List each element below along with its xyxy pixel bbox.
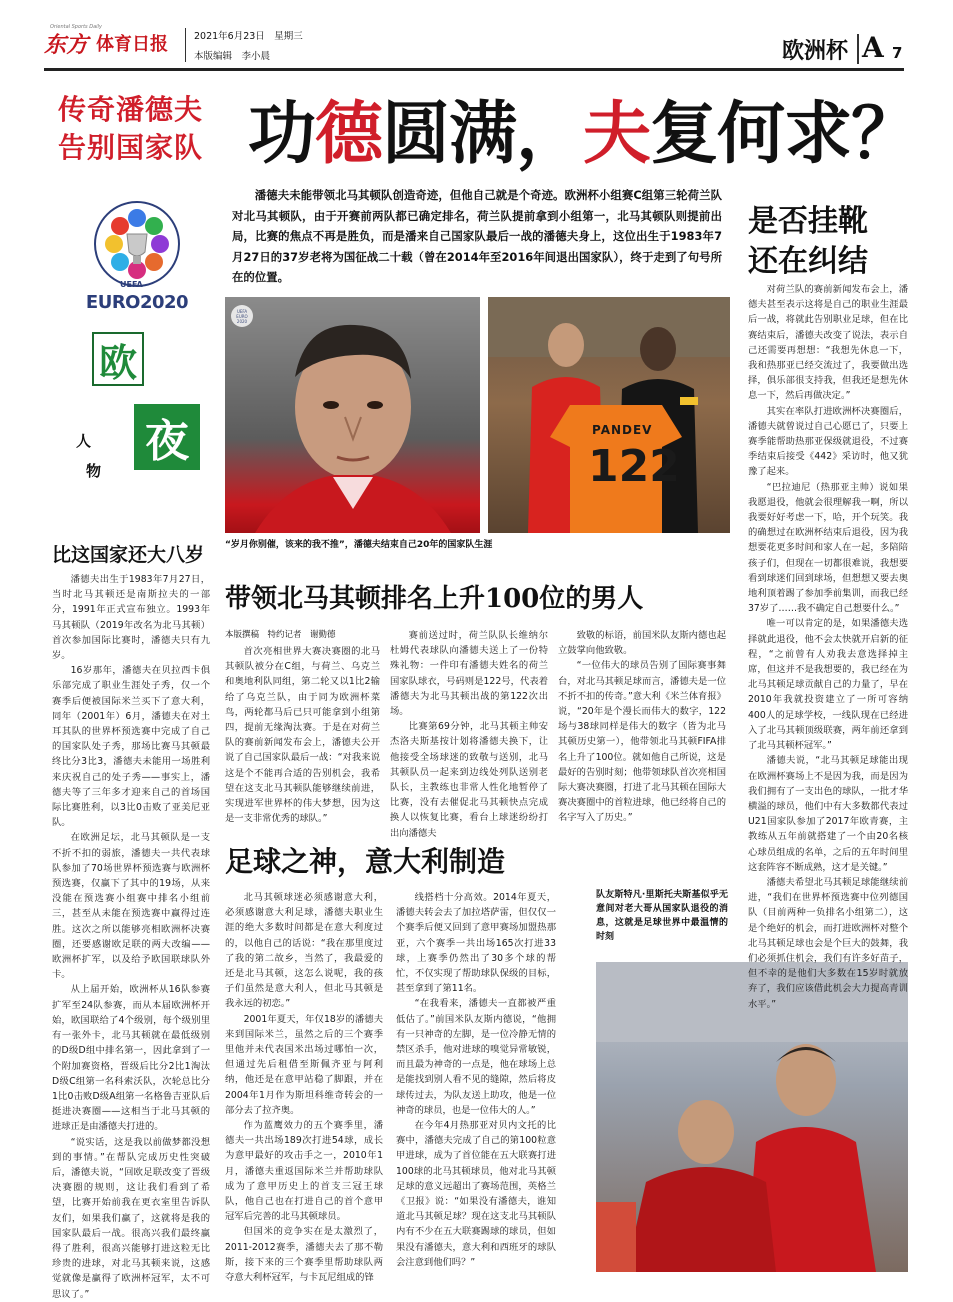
right-paragraph: 潘德夫希望北马其顿足球能继续前进，“我们在世界杯预选赛中位列德国队（目前两种一负排名小组第二），这是个绝好的机会，而打进欧洲杯对整个北马其顿足球也会是个巨大的鼓舞，我们必须抓住机会，我们有许多好苗子，但不幸的是他们大多数在15岁时就放弃了，我们应该借此机会大力提高青训水平。” <box>748 876 908 1010</box>
photo1-caption: “岁月你别催，该来的我不推”，潘德夫结束自己20年的国家队生涯 <box>225 540 493 550</box>
brand-name: 体育日报 <box>96 34 168 55</box>
bottom-paragraph: 2001年夏天，年仅18岁的潘德夫来到国际米兰，虽然之后的三个赛季里他并未代表国米出场过哪怕一次，但通过先后租借至斯佩齐亚与阿利纳，他还是在意甲站稳了脚跟，并在2004年1月作为斯坦科维奇转会的一部分去了拉齐奥。 <box>225 1013 383 1116</box>
brand-small: Oriental Sports Daily <box>50 24 102 30</box>
masthead <box>0 0 953 70</box>
jersey-scene <box>488 297 730 533</box>
page-editor: 本版编辑 李小晨 <box>194 51 271 62</box>
headline-part-1: 功 <box>248 94 316 174</box>
stamp-char-ye: 夜 <box>145 416 189 467</box>
column-stamp <box>76 332 222 482</box>
jersey-photo <box>488 297 730 533</box>
left-paragraph: 16岁那年，潘德夫在贝拉西卡俱乐部完成了职业生涯处子秀，仅一个赛季后便被国际米兰买下了意大利，同年（2001年）6月，潘德夫在对土耳其队的世界杯预选赛中完成了自己的国家队处子秀，那场比赛马其顿最终比分3比3，潘德夫未能用一场胜利来庆祝自己的处子秀——事实上，潘德夫等了三年多才迎来自己的首场国际比赛胜利，以3比0击败了亚美尼亚队。 <box>52 665 210 829</box>
mid-paragraph: 赛前送过时，荷兰队队长维纳尔杜姆代表球队向潘德夫送上了一份特殊礼物：一件印有潘德夫姓名的荷兰国家队球衣，号码则是122号，代表着潘德夫为北马其顿出战的第122次出场。 <box>390 630 548 718</box>
main-headline <box>248 80 918 177</box>
photo1-badge: UEFA EURO 2020 <box>231 305 253 327</box>
byline: 本版撰稿 特约记者 谢勤德 <box>225 630 336 640</box>
right-paragraph: 潘德夫说，“北马其顿足球能出现在欧洲杯赛场上不是因为我，而是因为我们拥有了一支出色的球队，一批才华横溢的球员，他们中有大多数都代表过U21国家队参加了2017年欧青赛，主教练从五年前就搭建了一个由20名核心球员组成的名单，之后的五年时间里这套阵容不断成熟，这才是关键。” <box>748 755 908 873</box>
right-paragraph: 唯一可以肯定的是，如果潘德夫选择就此退役，他不会太快就开启新的征程，“之前曾有人劝我去意选择掉主席，但这并不是我想要的，我已经在为北马其顿足球贡献自己的力量了，早在2010年我就投资建立了一所可容纳400人的足球学校，一线队现在已经进入了北马其顿顶级联赛，两年前还拿到了北马其顿杯冠军。” <box>748 618 908 752</box>
masthead-rule <box>44 68 904 71</box>
right-paragraph: 对荷兰队的赛前新闻发布会上，潘德夫甚至表示这将是自己的职业生涯最后一战，将就此告别职业足球，但在比赛结束后，潘德夫改变了说法，表示自己还需要再想想：“我想先休息一下，我和热那亚已经交流过了，我要做出选择，俱乐部很支持我，但我还是想先休息一下，然后再做决定。” <box>748 284 908 402</box>
left-column-text <box>52 572 210 1300</box>
issue-date: 2021年6月23日 星期三 <box>194 31 303 42</box>
left-paragraph: 在欧洲足坛，北马其顿队是一支不折不扣的弱旅，潘德夫一共代表球队参加了70场世界杯预选赛与欧洲杯预选赛，仅赢下了其中的19场，从来没能在预选赛小组赛中排名小组前三，甚至从未能在预选赛中赢得过连胜。这次之所以能够亮相欧洲杯决赛圈，还要感谢欧足联的两大改编——欧洲杯扩军，以及给予欧国联球队外卡。 <box>52 832 210 981</box>
headline-part-4: 夫 <box>583 94 651 174</box>
stamp-box-2 <box>134 404 200 470</box>
bottom-column-1 <box>225 890 383 1284</box>
left-section-title: 比这国家还大八岁 <box>52 544 205 566</box>
masthead-divider <box>185 28 186 62</box>
mid-paragraph: “一位伟大的球员告别了国际赛事舞台，对北马其顿足球而言，潘德夫是一位不折不扣的传奇。”意大利《米兰体育报》说，“20年是个漫长而伟大的数字，122场与38球同样是伟大的数字（皆为北马其顿历史第一），他带领北马其顿FIFA排名上升了100位。就如他自己所说，这是最好的告别时刻；他带领球队首次亮相国际大赛决赛圈，打进了北马其顿在国际大赛决赛圈中的首粒进球，他已经将自己的名字写入了历史。” <box>558 660 726 824</box>
right-section-title-1: 是否挂靴 <box>748 204 868 239</box>
right-paragraph: “巴拉迪尼（热那亚主帅）说如果我愿退役，他就会很理解我一啊，所以我要好好考虑一下，哈，开个玩笑。我的确想过在欧洲杯结束后退役，因为我想要花更多时间和家人在一起，多陪陪孩子们，但现在一切都很难说，我想要看到球迷们回到球场，但想想又要去奥地利顶着踢了参加季前集训，而我已经37岁了……我不确定自己想要什么。” <box>748 481 908 615</box>
photo3-caption: 队友斯特凡·里斯托夫斯基似乎无意间对老大哥从国家队退役的消息，这就是足球世界中最温情的时刻 <box>596 890 728 942</box>
left-paragraph: “说实话，这是我以前做梦都没想到的事情。”在帮队完成历史性突破后，潘德夫说，“回欧足联改变了晋级决赛圈的规则，这让我们看到了希望，比赛开始前我在更衣室里告诉队友们，如果我们赢了，这就将是我的国家队最后一战。很高兴我们最终赢得了胜利，很高兴能够打进这粒无比珍贵的进球，对北马其顿来说，这感觉就像是赢得了欧洲杯冠军，太不可思议了。” <box>52 1136 210 1300</box>
mid-paragraph: 比赛第69分钟，北马其顿主帅安杰洛夫斯基按计划将潘德夫换下，让他接受全场球迷的致敬与送别，北马其顿队员一起来到边线处列队送别老队长，主教练也非常人性化地暂停了比赛，没有去催促北马其顿快点完成换人以恢复比赛，看台上球迷纷纷打出向潘德夫 <box>390 721 548 839</box>
right-paragraph: 其实在率队打进欧洲杯决赛圈后，潘德夫就曾说过自己心愿已了，只要上赛季能帮助热那亚保级就退役，不过赛季结束后接受《442》采访时，他又犹豫了起来。 <box>748 405 908 478</box>
stamp-people-2: 物 <box>86 462 102 480</box>
mid-column-1 <box>225 644 380 824</box>
bottom-paragraph: “在我看来，潘德夫一直都被严重低估了。”前国米队友斯内德说，“他拥有一只神奇的左脚，是一位冷静无情的禁区杀手，他对进球的嗅觉异常敏锐，而且最为神奇的一点是，他在球场上总是能找到别人看不见的缝隙，然后将皮球传过去，为队友送上助攻，他是一位神奇的球员，也是一位伟大的人。” <box>396 998 556 1116</box>
stamp-box-1 <box>92 332 144 386</box>
left-paragraph: 从上届开始，欧洲杯从16队参赛扩军至24队参赛，而从本届欧洲杯开始，欧国联给了4个级别，每个级别里有一张外卡，北马其顿就在最低级别的D级D组中排名第一，因此拿到了一个附加赛资格，晋级后比分2比1淘汰D级C组第一名科索沃队，次轮总比分1比0击败D级A组第一名格鲁吉亚队后挺进决赛圈——这相当于北马其顿的进球正是由潘德夫打进的。 <box>52 984 210 1133</box>
section-name: 欧洲杯 <box>782 38 849 64</box>
kicker-line-2: 告别国家队 <box>58 131 204 164</box>
jersey-name: PANDEV <box>592 423 653 437</box>
bottom-paragraph: 作为蓝鹰效力的五个赛季里，潘德夫一共出场189次打进54球，成长为意甲最好的攻击手之一，2010年1月，潘德夫重返国际米兰并帮助球队成为了意甲历史上的首支三冠王球队，他自己也在打进自己的首个意甲冠军后完善的北马其顿球员。 <box>225 1120 383 1223</box>
euro-label: EURO2020 <box>85 292 189 313</box>
bottom-paragraph: 但国米的竞争实在是太激烈了，2011-2012赛季，潘德夫去了那不勒斯，接下来的三个赛季里帮助球队两夺意大利杯冠军，与卡瓦尼组成的锋 <box>225 1226 383 1284</box>
jersey-number: 122 <box>588 441 680 492</box>
section-divider <box>857 34 859 64</box>
uefa-label: UEFA <box>120 280 143 289</box>
subhead-1: 带领北马其顿排名上升100位的男人 <box>225 584 644 614</box>
euro-logo <box>62 196 212 326</box>
bottom-column-2 <box>396 890 556 1272</box>
stamp-people-1: 人 <box>76 432 92 450</box>
headline-part-2: 德 <box>315 94 383 174</box>
mid-paragraph: 首次亮相世界大赛决赛圈的北马其顿队被分在C组，与荷兰、乌克兰和奥地利队同组，第二轮又以1比2输给了乌克兰队，由于同为欧洲杯菜鸟，两轮都马后已只可能拿到小组第四，提前无缘淘汰赛。于是在对荷兰队的赛前新闻发布会上，潘德夫公开说了自己国家队最后一战：“对我来说这是个不能再合适的告别机会，我希望在这支北马其顿队能够继续前进，实现进军世界杯的伟大梦想，因为这是一支非常优秀的球队。” <box>225 646 380 825</box>
kicker-line-1: 传奇潘德夫 <box>58 93 204 126</box>
headline-part-5: 复何求？ <box>650 94 919 174</box>
subhead-2: 足球之神，意大利制造 <box>225 845 506 878</box>
right-section-title-2: 还在纠结 <box>748 244 868 279</box>
player-portrait <box>225 297 480 533</box>
bottom-paragraph: 线搭档十分高效。2014年夏天，潘德夫转会去了加拉塔萨雷，但仅仅一个赛季后便又回到了意甲赛场加盟热那亚，六个赛季一共出场165次打进33球，上赛季仍然出了30多个球的帮忙，不仅实现了帮助球队保级的目标，甚至拿到了第11名。 <box>396 892 556 995</box>
page-letter: A <box>862 31 884 64</box>
headline-part-3: 圆满， <box>382 94 584 174</box>
bottom-paragraph: 北马其顿球迷必须感谢意大利，必须感谢意大利足球，潘德夫职业生涯的绝大多数时间都是在意大利度过的，以他自己的话说：“我在那里度过了我的第二故乡，当然了，我最爱的还是北马其顿，这怎么说呢，我的孩子们虽然是意大利人，但北马其顿是我永远的初恋。” <box>225 892 383 1010</box>
mid-column-3 <box>558 628 726 824</box>
mid-paragraph: 致敬的标语，前国米队友斯内德也起立鼓掌向他致敬。 <box>558 630 726 657</box>
brand-logo: 东方 <box>44 32 89 58</box>
bottom-paragraph: 在今年4月热那亚对贝内文托的比赛中，潘德夫完成了自己的第100粒意甲进球，成为了首位能在五大联赛打进100球的北马其顿球员，他对北马其顿足球的意义远超出了赛场范围，英格兰《卫报》说：“如果没有潘德夫，谁知道北马其顿足球？现在这支北马其顿队内有不少在五大联赛踢球的球员，但如果没有潘德夫，意大利和西班牙的球队会注意到他们吗？” <box>396 1120 556 1268</box>
lead-paragraph: 潘德夫未能带领北马其顿队创造奇迹，但他自己就是个奇迹。欧洲杯小组赛C组第三轮荷兰队对北马其顿队，由于开赛前两队都已确定排名，荷兰队提前拿到小组第一，北马其顿队则提前出局，比赛的焦点不再是胜负，而是潘来自己国家队最后一战的潘德夫身上，这位出生于1983年7月27日的37岁老将为国征战二十载（曾在2014年至2016年间退出国家队），终于走到了句号所在的位置。 <box>232 188 722 284</box>
portrait-photo <box>225 297 480 533</box>
right-column-text <box>748 282 908 1010</box>
page-number: 7 <box>892 44 903 62</box>
stamp-char-ou: 欧 <box>98 339 137 385</box>
left-paragraph: 潘德夫出生于1983年7月27日，当时北马其顿还是南斯拉夫的一部分，1991年正式宣布独立。1993年马其顿队（2019年改名为北马其顿）首次参加国际比赛时，潘德夫只有九岁。 <box>52 574 210 662</box>
mid-column-2 <box>390 628 548 839</box>
